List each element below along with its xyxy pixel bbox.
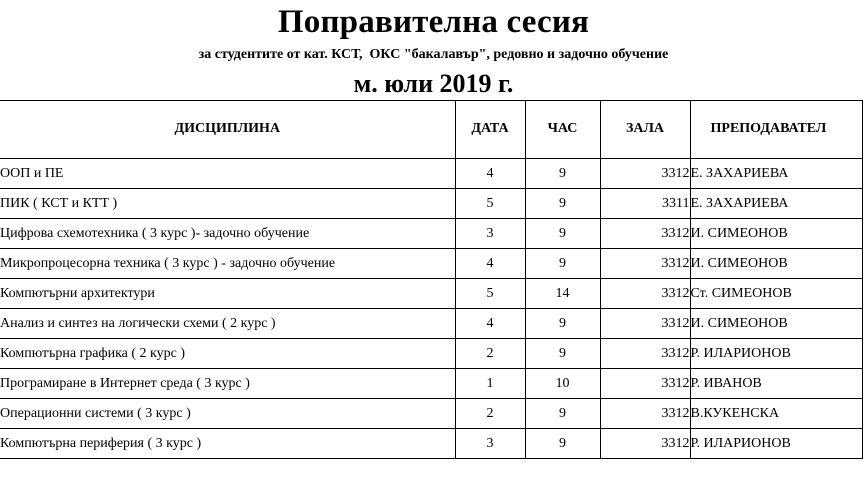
cell-lecturer: Р. ИЛАРИОНОВ [690, 339, 862, 369]
table-header-row [0, 100, 862, 159]
table-row [0, 309, 862, 339]
page-title: Поправителна сесия [277, 4, 590, 40]
cell-discipline: Операционни системи ( 3 курс ) [0, 399, 455, 429]
cell-room: 3312 [600, 309, 690, 339]
cell-discipline: ПИК ( КСТ и КТТ ) [0, 189, 455, 219]
col-header-date: ДАТА [455, 100, 525, 159]
exam-schedule-table [0, 100, 863, 459]
cell-room: 3312 [600, 399, 690, 429]
table-row [0, 339, 862, 369]
cell-room: 3312 [600, 219, 690, 249]
cell-room: 3312 [600, 279, 690, 309]
col-header-discipline: ДИСЦИПЛИНА [0, 100, 455, 159]
cell-time: 9 [525, 159, 600, 189]
cell-lecturer: Р. ИЛАРИОНОВ [690, 429, 862, 459]
cell-date: 1 [455, 369, 525, 399]
cell-lecturer: И. СИМЕОНОВ [690, 219, 862, 249]
cell-discipline: Компютърна периферия ( 3 курс ) [0, 429, 455, 459]
cell-time: 14 [525, 279, 600, 309]
cell-date: 5 [455, 279, 525, 309]
cell-room: 3311 [600, 189, 690, 219]
cell-lecturer: Е. ЗАХАРИЕВА [690, 159, 862, 189]
cell-date: 2 [455, 339, 525, 369]
col-header-lecturer: ПРЕПОДАВАТЕЛ [690, 100, 862, 159]
table-row [0, 279, 862, 309]
cell-date: 4 [455, 309, 525, 339]
table-row [0, 369, 862, 399]
cell-time: 9 [525, 219, 600, 249]
cell-time: 9 [525, 429, 600, 459]
cell-date: 3 [455, 429, 525, 459]
session-period: м. юли 2019 г. [353, 69, 514, 98]
table-row [0, 189, 862, 219]
col-header-time: ЧАС [525, 100, 600, 159]
cell-time: 9 [525, 339, 600, 369]
cell-discipline: Програмиране в Интернет среда ( 3 курс ) [0, 369, 455, 399]
cell-lecturer: И. СИМЕОНОВ [690, 249, 862, 279]
cell-discipline: Компютърна графика ( 2 курс ) [0, 339, 455, 369]
cell-room: 3312 [600, 369, 690, 399]
table-row [0, 399, 862, 429]
cell-lecturer: И. СИМЕОНОВ [690, 309, 862, 339]
table-row [0, 219, 862, 249]
cell-time: 9 [525, 399, 600, 429]
cell-time: 9 [525, 309, 600, 339]
cell-discipline: Анализ и синтез на логически схеми ( 2 курс ) [0, 309, 455, 339]
table-row [0, 429, 862, 459]
page-subtitle: за студентите от кат. КСТ, ОКС "бакалавър", редовно и задочно обучение [198, 47, 669, 62]
cell-lecturer: Р. ИВАНОВ [690, 369, 862, 399]
cell-time: 9 [525, 189, 600, 219]
table-row [0, 159, 862, 189]
cell-lecturer: Е. ЗАХАРИЕВА [690, 189, 862, 219]
cell-discipline: Микропроцесорна техника ( 3 курс ) - задочно обучение [0, 249, 455, 279]
cell-room: 3312 [600, 249, 690, 279]
cell-lecturer: Ст. СИМЕОНОВ [690, 279, 862, 309]
cell-date: 4 [455, 159, 525, 189]
cell-time: 9 [525, 249, 600, 279]
cell-time: 10 [525, 369, 600, 399]
cell-lecturer: В.КУКЕНСКА [690, 399, 862, 429]
col-header-room: ЗАЛА [600, 100, 690, 159]
table-row [0, 249, 862, 279]
cell-discipline: Компютърни архитектури [0, 279, 455, 309]
cell-discipline: Цифрова схемотехника ( 3 курс )- задочно обучение [0, 219, 455, 249]
cell-room: 3312 [600, 159, 690, 189]
cell-room: 3312 [600, 429, 690, 459]
cell-date: 3 [455, 219, 525, 249]
cell-date: 4 [455, 249, 525, 279]
cell-date: 2 [455, 399, 525, 429]
cell-date: 5 [455, 189, 525, 219]
cell-room: 3312 [600, 339, 690, 369]
cell-discipline: ООП и ПЕ [0, 159, 455, 189]
